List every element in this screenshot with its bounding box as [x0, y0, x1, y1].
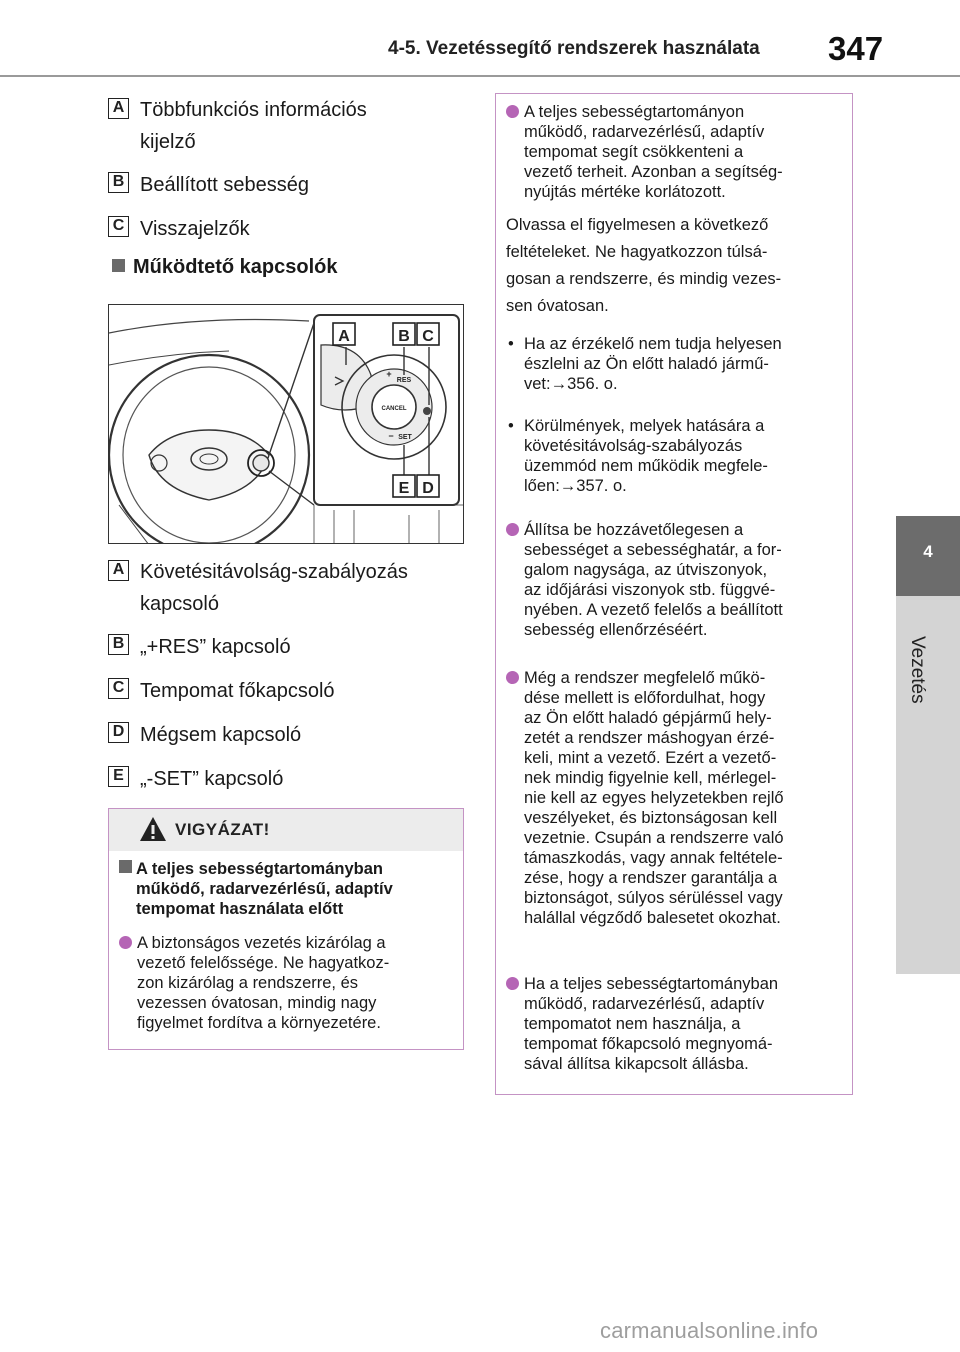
info-body-line: sen óvatosan. [506, 297, 609, 315]
info-dash-item-1 [506, 334, 842, 394]
info-p4-line: sával állítsa kikapcsolt állásba. [524, 1055, 749, 1073]
info-p1-line: A teljes sebességtartományon [524, 103, 745, 121]
info-dash1-line: vet:→356. o. [524, 375, 618, 393]
dash-bullet-icon: • [508, 417, 514, 435]
intro-item-c: Visszajelzők [140, 218, 250, 240]
section-heading [112, 256, 337, 279]
header-divider [0, 75, 960, 77]
warning-bullet-line1: A biztonságos vezetés kizárólag a [137, 934, 386, 952]
chapter-tab-label-area [896, 596, 960, 974]
label-box-c-switch: C [108, 678, 129, 699]
res-button-label: RES [396, 377, 412, 384]
info-dash1-line: Ha az érzékelő nem tudja helyesen [524, 335, 782, 353]
warning-header [109, 809, 463, 851]
steering-wheel-drawing [109, 305, 464, 544]
steering-wheel-illustration [108, 304, 464, 544]
warning-bullet-line4: vezessen óvatosan, mindig nagy [137, 994, 377, 1012]
intro-item-a [140, 94, 367, 158]
info-dash2-line: üzemmód nem működik megfele- [524, 457, 768, 475]
chapter-label: Vezetés [907, 636, 928, 704]
round-bullet-icon [506, 671, 519, 684]
info-p3-line: zése, hogy a rendszer garantálja a [524, 869, 778, 887]
info-body-line: feltételeket. Ne hagyatkozzon túlsá- [506, 243, 768, 261]
warning-box [108, 808, 464, 1050]
info-dash2-line: követésitávolság-szabályozás [524, 437, 743, 455]
callout-a: A [338, 328, 350, 345]
chapter-number: 4 [923, 542, 933, 561]
intro-item-a-line1: Többfunkciós információs [140, 99, 367, 121]
info-p1-line: vezető terheit. Azonban a segítség- [524, 163, 783, 181]
info-p3-line: zetét a rendszer máshogyan érzé- [524, 729, 775, 747]
info-paragraph-1 [506, 102, 842, 202]
label-box-e-switch: E [108, 766, 129, 787]
section-title: 4-5. Vezetéssegítő rendszerek használata [388, 38, 760, 59]
set-button-label: SET [398, 434, 412, 441]
info-p4-line: tempomatot nem használja, a [524, 1015, 741, 1033]
info-p3-line: az Ön előtt haladó gépjármű hely- [524, 709, 772, 727]
info-p2-line: az időjárási viszonyok stb. függvé- [524, 581, 776, 599]
warning-bullet-line3: zon kizárólag a rendszerre, és [137, 974, 359, 992]
warning-bullet [119, 933, 459, 1033]
info-p3-line: nek mindig figyelnie kell, mérlegel- [524, 769, 777, 787]
callout-c: C [422, 328, 434, 345]
switch-item-a-line2: kapcsoló [140, 593, 219, 615]
warning-title: VIGYÁZAT! [175, 820, 270, 839]
info-p2-line: sebesség ellenőrzéséért. [524, 621, 708, 639]
minus-sign: − [388, 431, 394, 441]
warning-bullet-line5: figyelmet fordítva a környezetére. [137, 1014, 381, 1032]
info-p2-line: sebességet a sebességhatár, a for- [524, 541, 782, 559]
label-box-b-switch: B [108, 634, 129, 655]
warning-triangle-icon [139, 815, 167, 843]
callout-e: E [398, 480, 410, 497]
info-paragraph-2 [506, 520, 842, 640]
switch-item-e: „-SET” kapcsoló [140, 768, 284, 790]
callout-d: D [422, 480, 434, 497]
label-box-c: C [108, 216, 129, 237]
info-p4-line: tempomat főkapcsoló megnyomá- [524, 1035, 773, 1053]
info-p2-line: galom nagysága, az útviszonyok, [524, 561, 768, 579]
info-body-line: gosan a rendszerre, és mindig vezes- [506, 270, 782, 288]
round-bullet-icon [506, 105, 519, 118]
switch-item-d: Mégsem kapcsoló [140, 724, 302, 746]
chapter-tab [896, 516, 960, 596]
callout-b: B [398, 328, 410, 345]
info-paragraph-3 [506, 668, 842, 928]
info-p3-line: halállal végződő balesetet okozhat. [524, 909, 781, 927]
warning-sub-line2: működő, radarvezérlésű, adaptív [136, 880, 393, 898]
intro-item-a-line2: kijelző [140, 131, 196, 153]
info-p4-line: Ha a teljes sebességtartományban [524, 975, 779, 993]
info-dash2-line: Körülmények, melyek hatására a [524, 417, 765, 435]
label-box-a: A [108, 98, 129, 119]
switch-item-b: „+RES” kapcsoló [140, 636, 291, 658]
info-p4-line: működő, radarvezérlésű, adaptív [524, 995, 765, 1013]
info-p2-line: nyében. A vezető felelős a beállított [524, 601, 783, 619]
footer-watermark: carmanualsonline.info [600, 1318, 819, 1343]
square-bullet-icon [112, 259, 125, 272]
info-body-line: Olvassa el figyelmesen a következő [506, 216, 769, 234]
switch-item-a [140, 556, 408, 620]
label-box-b: B [108, 172, 129, 193]
info-p3-line: keli, mint a vezető. Ezért a vezető- [524, 749, 777, 767]
info-p1-line: nyújtás mértéke korlátozott. [524, 183, 726, 201]
info-dash-item-2 [506, 416, 842, 496]
page-number: 347 [828, 30, 884, 67]
warning-sub-line1: A teljes sebességtartományban [136, 860, 383, 878]
info-p1-line: tempomat segít csökkenteni a [524, 143, 744, 161]
warning-bullet-line2: vezető felelőssége. Ne hagyatkoz- [137, 954, 390, 972]
label-box-d-switch: D [108, 722, 129, 743]
info-p3-line: dése mellett is előfordulhat, hogy [524, 689, 766, 707]
info-box [495, 93, 853, 1095]
round-bullet-icon [506, 977, 519, 990]
square-bullet-icon [119, 860, 132, 873]
info-p3-line: Még a rendszer megfelelő műkö- [524, 669, 766, 687]
cancel-button-label: CANCEL [381, 406, 407, 412]
round-bullet-icon [506, 523, 519, 536]
switch-item-a-line1: Követésitávolság-szabályozás [140, 561, 408, 583]
intro-item-b: Beállított sebesség [140, 174, 309, 196]
page-header [0, 0, 960, 84]
info-dash2-line: lően:→357. o. [524, 477, 627, 495]
info-body-text [506, 212, 846, 320]
info-p1-line: működő, radarvezérlésű, adaptív [524, 123, 765, 141]
info-p3-line: nie kell az egyes helyzetekben rejlő [524, 789, 784, 807]
warning-subheading [119, 859, 459, 919]
label-box-a-switch: A [108, 560, 129, 581]
info-p3-line: veszélyeket, és biztonságosan kell [524, 809, 778, 827]
switch-item-c: Tempomat főkapcsoló [140, 680, 335, 702]
info-p2-line: Állítsa be hozzávetőlegesen a [524, 521, 744, 539]
info-p3-line: támaszkodás, vagy annak feltétele- [524, 849, 783, 867]
info-p3-line: biztonságot, súlyos sérüléssel vagy [524, 889, 783, 907]
info-paragraph-4 [506, 974, 842, 1074]
dash-bullet-icon: • [508, 335, 514, 353]
info-p3-line: vezetnie. Csupán a rendszerre való [524, 829, 784, 847]
warning-sub-line3: tempomat használata előtt [136, 900, 344, 918]
info-dash1-line: észlelni az Ön előtt haladó jármű- [524, 355, 769, 373]
round-bullet-icon [119, 936, 132, 949]
plus-sign: + [386, 369, 392, 379]
section-heading-text: Működtető kapcsolók [133, 256, 338, 278]
